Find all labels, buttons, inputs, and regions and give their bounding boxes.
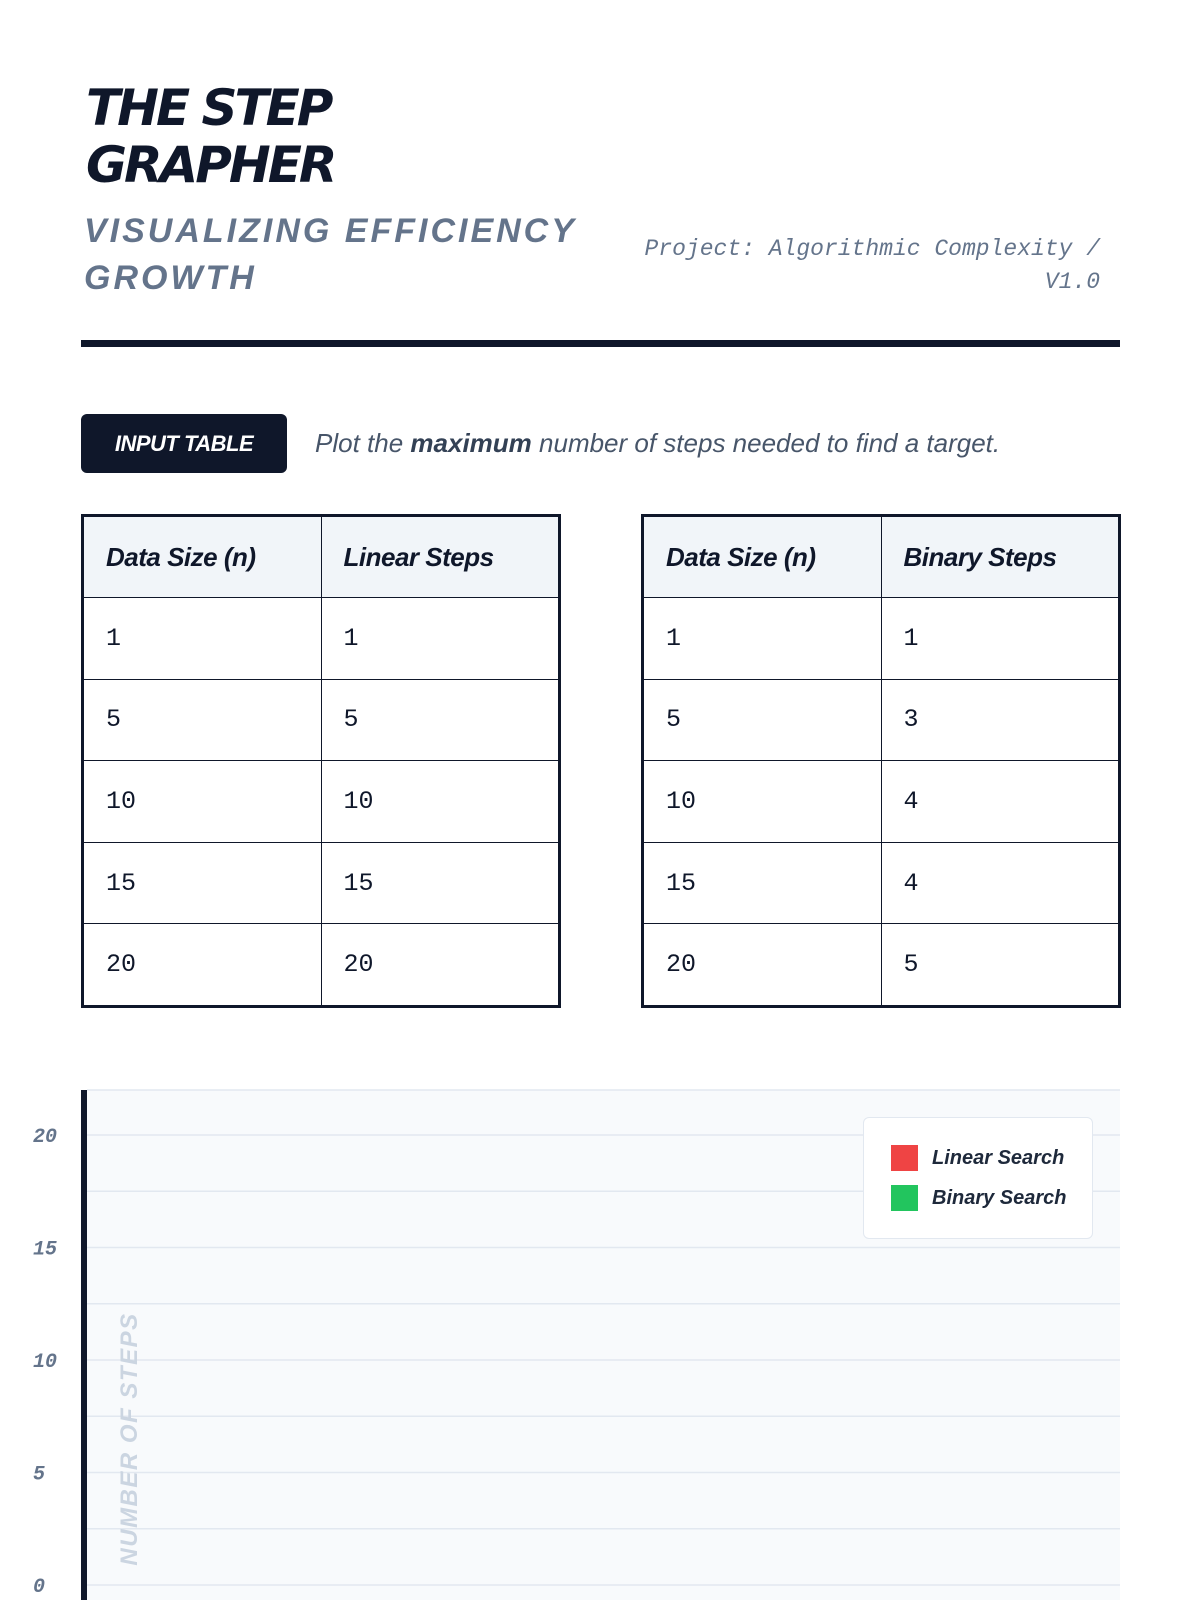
y-tick-label: 5	[33, 1463, 46, 1487]
table-cell[interactable]: 10	[83, 761, 322, 843]
table-row	[83, 842, 560, 924]
legend-item-binary	[891, 1185, 1067, 1211]
y-tick-label: 15	[33, 1238, 58, 1262]
y-axis-line	[81, 1090, 87, 1600]
column-header: Linear Steps	[321, 516, 560, 598]
y-tick-label: 20	[33, 1126, 58, 1149]
table-cell[interactable]: 10	[643, 761, 882, 843]
y-tick-label: 10	[33, 1351, 58, 1374]
instruction-text	[315, 428, 1000, 459]
input-table-badge: INPUT TABLE	[81, 414, 287, 473]
table-row	[643, 761, 1120, 843]
table-cell[interactable]: 5	[83, 679, 322, 761]
page-subtitle: VISUALIZING EFFICIENCY GROWTH	[84, 212, 577, 297]
instruction-before: Plot the	[315, 428, 411, 458]
table-cell[interactable]: 1	[643, 598, 882, 680]
legend-item-linear	[891, 1145, 1064, 1171]
table-cell[interactable]: 4	[881, 842, 1120, 924]
page-title	[86, 80, 334, 194]
legend-swatch-binary	[891, 1185, 918, 1211]
table-cell[interactable]: 4	[881, 761, 1120, 843]
header-divider	[81, 340, 1120, 347]
table-cell[interactable]: 10	[321, 761, 560, 843]
y-axis-label: NUMBER OF STEPS	[116, 1312, 143, 1566]
binary-steps-table	[641, 514, 1121, 1008]
table-row	[83, 679, 560, 761]
table-row	[83, 598, 560, 680]
table-row	[643, 924, 1120, 1007]
linear-steps-table	[81, 514, 561, 1008]
instruction-bold: maximum	[410, 428, 532, 458]
instruction-after: number of steps needed to find a target.	[531, 428, 1001, 458]
column-header: Data Size (n)	[643, 516, 882, 598]
table-cell[interactable]: 1	[881, 598, 1120, 680]
table-cell[interactable]: 20	[321, 924, 560, 1007]
table-cell[interactable]: 5	[321, 679, 560, 761]
table-cell[interactable]: 20	[643, 924, 882, 1007]
title-line-1: THE STEP	[86, 79, 331, 137]
legend-label-binary: Binary Search	[932, 1186, 1067, 1209]
legend-label-linear: Linear Search	[932, 1146, 1065, 1169]
title-line-2: GRAPHER	[86, 136, 335, 194]
table-cell[interactable]: 5	[643, 679, 882, 761]
y-tick-label: 0	[33, 1576, 46, 1599]
table-cell[interactable]: 20	[83, 924, 322, 1007]
column-header: Data Size (n)	[83, 516, 322, 598]
legend-swatch-linear	[891, 1145, 918, 1171]
table-row	[643, 842, 1120, 924]
table-header-row	[643, 516, 1120, 598]
table-cell[interactable]: 15	[643, 842, 882, 924]
table-row	[83, 761, 560, 843]
chart-legend	[863, 1117, 1093, 1239]
table-row	[643, 679, 1120, 761]
table-cell[interactable]: 15	[321, 842, 560, 924]
table-row	[643, 598, 1120, 680]
project-label: Project: Algorithmic Complexity / V1.0	[644, 236, 1100, 295]
table-header-row	[83, 516, 560, 598]
column-header: Binary Steps	[881, 516, 1120, 598]
table-cell[interactable]: 5	[881, 924, 1120, 1007]
table-cell[interactable]: 1	[321, 598, 560, 680]
table-cell[interactable]: 3	[881, 679, 1120, 761]
table-cell[interactable]: 1	[83, 598, 322, 680]
table-row	[83, 924, 560, 1007]
table-cell[interactable]: 15	[83, 842, 322, 924]
